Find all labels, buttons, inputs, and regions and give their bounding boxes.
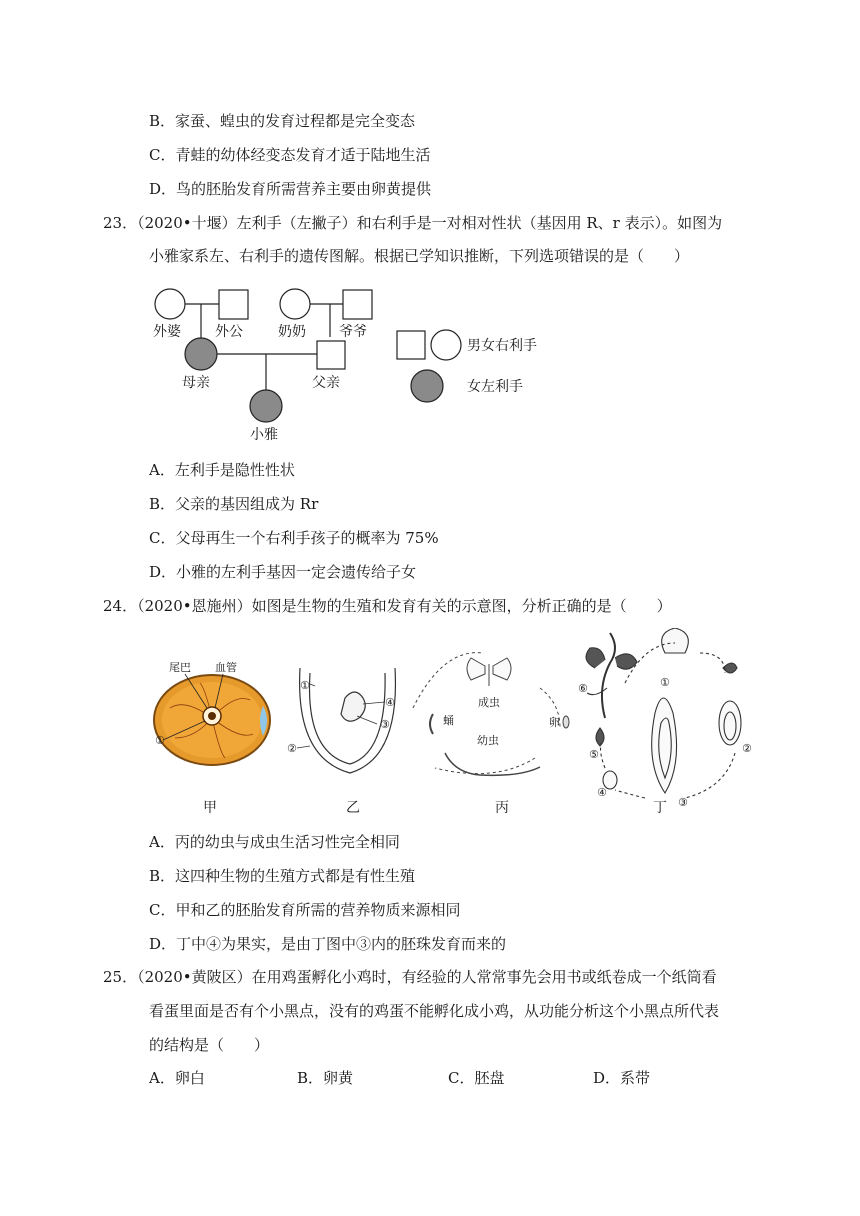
q25-option-a: A．卵白 bbox=[149, 1069, 205, 1087]
q22-option-d: D．鸟的胚胎发育所需营养主要由卵黄提供 bbox=[149, 180, 432, 198]
egg-embryo-diagram bbox=[154, 674, 270, 765]
q25-stem-line2: 看蛋里面是否有个小黑点，没有的鸡蛋不能孵化成小鸡，从功能分析这个小黑点所代表 bbox=[149, 1002, 720, 1020]
label-ding-4: ④ bbox=[597, 786, 607, 799]
q23-stem-line2: 小雅家系左、右利手的遗传图解。根据已学知识推断，下列选项错误的是（ ） bbox=[149, 247, 690, 265]
q24-option-a: A．丙的幼虫与成虫生活习性完全相同 bbox=[149, 833, 400, 851]
label-father: 父亲 bbox=[312, 375, 340, 391]
label-grandma-paternal: 奶奶 bbox=[278, 324, 306, 340]
q22-option-c: C．青蛙的幼体经变态发育才适于陆地生活 bbox=[149, 146, 431, 164]
q24-option-d: D．丁中④为果实，是由丁图中③内的胚珠发育而来的 bbox=[149, 935, 507, 953]
label-yi: 乙 bbox=[346, 800, 360, 816]
legend-right-handed: 男女右利手 bbox=[467, 338, 537, 354]
label-mother: 母亲 bbox=[182, 375, 210, 391]
q23-option-a: A．左利手是隐性性状 bbox=[149, 461, 295, 479]
legend-male-square bbox=[397, 331, 425, 359]
child-circle bbox=[250, 390, 282, 422]
label-adult: 成虫 bbox=[478, 696, 500, 709]
label-ding-3: ③ bbox=[678, 796, 688, 809]
label-egg: 卵 bbox=[549, 716, 560, 729]
q23-option-c: C．父母再生一个右利手孩子的概率为 75% bbox=[149, 529, 439, 547]
label-ding-2: ② bbox=[742, 742, 752, 755]
label-vessel: 血管 bbox=[215, 661, 237, 674]
label-grandpa-maternal: 外公 bbox=[215, 324, 243, 340]
label-ding: 丁 bbox=[653, 800, 667, 816]
legend-female-circle bbox=[431, 330, 461, 360]
q24-option-c: C．甲和乙的胚胎发育所需的营养物质来源相同 bbox=[149, 901, 461, 919]
q23-option-d: D．小雅的左利手基因一定会遗传给子女 bbox=[149, 563, 417, 581]
label-pupa: 蛹 bbox=[443, 714, 454, 727]
plant-cycle-diagram bbox=[586, 628, 741, 798]
grandpa-paternal-square bbox=[343, 290, 372, 319]
label-ding-6: ⑥ bbox=[578, 682, 588, 695]
grandma-paternal-circle bbox=[280, 289, 310, 319]
q25-option-b: B．卵黄 bbox=[297, 1069, 354, 1087]
label-ding-5: ⑤ bbox=[589, 748, 599, 761]
label-yi-4: ④ bbox=[385, 696, 395, 709]
label-ding-1: ① bbox=[660, 676, 670, 689]
label-grandma-maternal: 外婆 bbox=[153, 324, 181, 340]
label-child: 小雅 bbox=[250, 427, 278, 442]
q25-option-d: D．系带 bbox=[593, 1069, 651, 1087]
q25-stem-line3: 的结构是（ ） bbox=[149, 1036, 270, 1054]
label-yi-3: ③ bbox=[380, 718, 390, 731]
q23-option-b: B．父亲的基因组成为 Rr bbox=[149, 495, 319, 513]
mother-circle bbox=[185, 338, 217, 370]
butterfly-cycle-diagram bbox=[413, 653, 569, 776]
label-jia-1: ① bbox=[155, 734, 165, 747]
q25-options-row bbox=[149, 1068, 749, 1088]
q25-option-c: C．胚盘 bbox=[448, 1069, 505, 1087]
q24-option-b: B．这四种生物的生殖方式都是有性生殖 bbox=[149, 867, 416, 885]
q22-option-b: B．家蚕、蝗虫的发育过程都是完全变态 bbox=[149, 112, 416, 130]
grandpa-maternal-square bbox=[219, 290, 248, 319]
label-yi-2: ② bbox=[287, 742, 297, 755]
reproduction-figure bbox=[145, 628, 755, 818]
q24-stem-line1: 24．（2020•恩施州）如图是生物的生殖和发育有关的示意图，分析正确的是（ ） bbox=[103, 597, 672, 615]
label-bing: 丙 bbox=[495, 800, 509, 816]
label-yi-1: ① bbox=[300, 679, 310, 692]
father-square bbox=[317, 341, 345, 369]
legend-left-female-circle bbox=[411, 370, 443, 402]
label-larva: 幼虫 bbox=[477, 734, 499, 747]
grandma-maternal-circle bbox=[155, 289, 185, 319]
q25-stem-line1: 25．（2020•黄陂区）在用鸡蛋孵化小鸡时，有经验的人常常事先会用书或纸卷成一个纸筒看 bbox=[103, 968, 717, 986]
label-grandpa-paternal: 爷爷 bbox=[339, 324, 367, 340]
label-tail: 尾巴 bbox=[169, 661, 191, 674]
pedigree-figure bbox=[140, 282, 580, 442]
q23-stem-line1: 23．（2020•十堰）左利手（左撇子）和右利手是一对相对性状（基因用 R、r 表示）。如图为 bbox=[103, 214, 723, 232]
legend-left-handed: 女左利手 bbox=[467, 379, 523, 395]
label-jia: 甲 bbox=[203, 800, 217, 816]
